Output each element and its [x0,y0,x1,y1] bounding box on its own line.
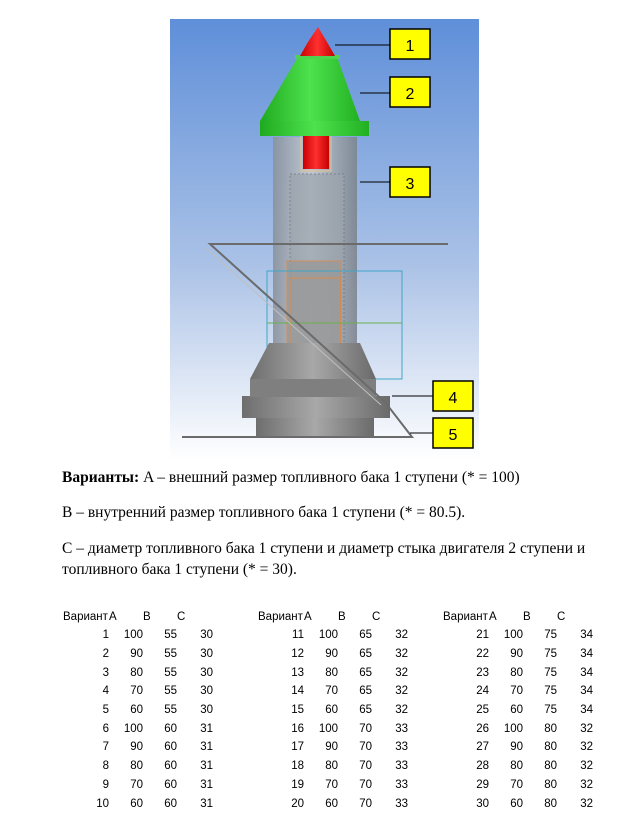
table-row [258,626,408,645]
table-cell: 60 [164,741,177,754]
table-cell: 65 [359,666,372,679]
table-cell: 30 [200,685,213,698]
table-cell: 29 [476,778,489,791]
table-cell: 32 [395,685,408,698]
table-cell: 55 [164,685,177,698]
table-cell: 70 [325,685,338,698]
variants-table-1 [63,608,213,813]
column-header: C [177,611,186,623]
table-cell: 65 [359,704,372,717]
table-cell: 32 [580,760,593,773]
svg-text:4: 4 [448,390,458,407]
table-cell: 2 [102,648,109,661]
table-cell: 34 [580,704,593,717]
table-cell: 80 [544,760,557,773]
callout-5 [433,418,473,448]
table-cell: 90 [130,648,143,661]
table-row [258,645,408,664]
table-cell: 70 [130,685,143,698]
variants-line-c: C – диаметр топливного бака 1 ступени и диаметр стыка двигателя 2 ступени и топливного бака 1 ступени (* = 30). [62,540,586,578]
column-header: Вариант [443,611,488,623]
table-row [258,682,408,701]
table-cell: 16 [291,722,304,735]
column-header: A [489,611,497,623]
table-header-row [443,608,593,626]
table-cell: 75 [544,629,557,642]
column-header: C [372,611,381,623]
table-row [443,719,593,738]
table-cell: 100 [318,629,338,642]
table-cell: 70 [510,778,523,791]
table-cell: 34 [580,685,593,698]
table-cell: 60 [130,797,143,810]
table-cell: 100 [123,629,143,642]
table-cell: 60 [164,778,177,791]
callout-2 [390,77,430,107]
table-cell: 30 [200,666,213,679]
table-cell: 22 [476,648,489,661]
table-row [443,794,593,813]
table-cell: 34 [580,648,593,661]
table-cell: 70 [510,685,523,698]
table-cell: 32 [395,704,408,717]
table-cell: 100 [503,629,523,642]
table-cell: 31 [200,797,213,810]
table-cell: 60 [164,760,177,773]
table-cell: 31 [200,741,213,754]
svg-text:3: 3 [405,176,415,193]
table-row [443,663,593,682]
table-cell: 25 [476,704,489,717]
table-cell: 80 [544,722,557,735]
column-header: A [304,611,312,623]
table-cell: 31 [200,760,213,773]
table-row [63,645,213,664]
table-cell: 5 [102,704,109,717]
table-cell: 32 [395,629,408,642]
table-cell: 60 [130,704,143,717]
variants-line-a [62,467,622,488]
column-header: C [557,611,566,623]
table-cell: 4 [102,685,109,698]
base-cone [250,343,376,379]
table-cell: 23 [476,666,489,679]
table-cell: 80 [325,760,338,773]
table-cell: 32 [580,741,593,754]
table-row [63,682,213,701]
base-block [242,396,390,418]
table-cell: 70 [359,760,372,773]
table-cell: 30 [200,704,213,717]
table-cell: 9 [102,778,109,791]
table-cell: 3 [102,666,109,679]
table-row [63,757,213,776]
table-cell: 60 [325,797,338,810]
table-cell: 33 [395,741,408,754]
table-cell: 32 [395,666,408,679]
column-header: B [338,611,346,623]
table-cell: 19 [291,778,304,791]
variants-table-3 [443,608,593,813]
svg-text:2: 2 [405,86,415,103]
line-a-text: A – внешний размер топливного бака 1 ступени (* = 100) [139,469,520,486]
column-header: A [109,611,117,623]
column-header: Вариант [63,611,108,623]
column-header: B [143,611,151,623]
table-cell: 32 [580,797,593,810]
table-cell: 70 [359,741,372,754]
svg-text:1: 1 [405,38,415,55]
table-row [443,645,593,664]
table-cell: 13 [291,666,304,679]
table-row [443,757,593,776]
table-cell: 90 [130,741,143,754]
table-cell: 80 [544,741,557,754]
table-cell: 80 [510,760,523,773]
table-cell: 90 [510,648,523,661]
table-cell: 24 [476,685,489,698]
table-row [63,663,213,682]
column-header: Вариант [258,611,303,623]
table-cell: 55 [164,666,177,679]
svg-text:5: 5 [448,427,458,444]
table-cell: 70 [359,778,372,791]
rocket-diagram [170,19,479,460]
table-row [63,701,213,720]
table-cell: 65 [359,685,372,698]
table-cell: 1 [102,629,109,642]
table-cell: 21 [476,629,489,642]
table-cell: 31 [200,778,213,791]
table-cell: 26 [476,722,489,735]
callout-4 [433,381,473,411]
table-row [443,738,593,757]
table-cell: 80 [544,797,557,810]
table-cell: 60 [164,797,177,810]
table-cell: 80 [130,760,143,773]
table-cell: 70 [325,778,338,791]
table-cell: 75 [544,648,557,661]
table-cell: 70 [359,722,372,735]
table-cell: 33 [395,797,408,810]
table-row [258,663,408,682]
table-cell: 75 [544,685,557,698]
column-header: B [523,611,531,623]
table-cell: 8 [102,760,109,773]
table-row [258,719,408,738]
table-row [443,701,593,720]
table-cell: 20 [291,797,304,810]
table-cell: 90 [325,741,338,754]
table-row [443,626,593,645]
table-cell: 65 [359,629,372,642]
table-cell: 28 [476,760,489,773]
table-row [258,757,408,776]
table-cell: 100 [318,722,338,735]
table-cell: 33 [395,778,408,791]
table-cell: 32 [580,778,593,791]
table-cell: 90 [325,648,338,661]
table-cell: 90 [510,741,523,754]
table-cell: 75 [544,666,557,679]
table-cell: 27 [476,741,489,754]
table-row [443,682,593,701]
table-cell: 80 [544,778,557,791]
table-cell: 30 [200,629,213,642]
table-row [258,794,408,813]
variants-table-2 [258,608,408,813]
table-cell: 80 [130,666,143,679]
table-row [63,738,213,757]
table-cell: 65 [359,648,372,661]
table-header-row [63,608,213,626]
table-cell: 11 [292,629,304,642]
variants-label: Варианты: [62,469,140,486]
callout-3 [390,167,430,197]
table-cell: 55 [164,629,177,642]
table-cell: 15 [291,704,304,717]
table-cell: 12 [291,648,304,661]
table-cell: 33 [395,722,408,735]
table-cell: 17 [291,741,304,754]
table-cell: 14 [291,685,304,698]
table-cell: 60 [510,704,523,717]
table-cell: 55 [164,648,177,661]
table-row [63,719,213,738]
table-cell: 31 [200,722,213,735]
table-cell: 60 [325,704,338,717]
table-cell: 34 [580,629,593,642]
table-cell: 70 [359,797,372,810]
table-cell: 6 [102,722,109,735]
callout-1 [390,29,430,59]
table-cell: 60 [510,797,523,810]
table-cell: 33 [395,760,408,773]
table-cell: 10 [96,797,109,810]
table-row [63,776,213,795]
table-cell: 60 [164,722,177,735]
table-row [258,776,408,795]
table-cell: 100 [123,722,143,735]
table-cell: 55 [164,704,177,717]
table-header-row [258,608,408,626]
table-cell: 80 [510,666,523,679]
table-cell: 30 [476,797,489,810]
table-row [258,701,408,720]
table-cell: 32 [580,722,593,735]
table-row [63,794,213,813]
table-cell: 7 [102,741,109,754]
table-row [443,776,593,795]
variants-line-b: B – внутренний размер топливного бака 1 ступени (* = 80.5). [62,504,466,521]
table-cell: 32 [395,648,408,661]
table-cell: 18 [291,760,304,773]
table-cell: 34 [580,666,593,679]
table-row [63,626,213,645]
table-cell: 75 [544,704,557,717]
table-cell: 30 [200,648,213,661]
table-row [258,738,408,757]
table-cell: 70 [130,778,143,791]
table-cell: 100 [503,722,523,735]
table-cell: 80 [325,666,338,679]
